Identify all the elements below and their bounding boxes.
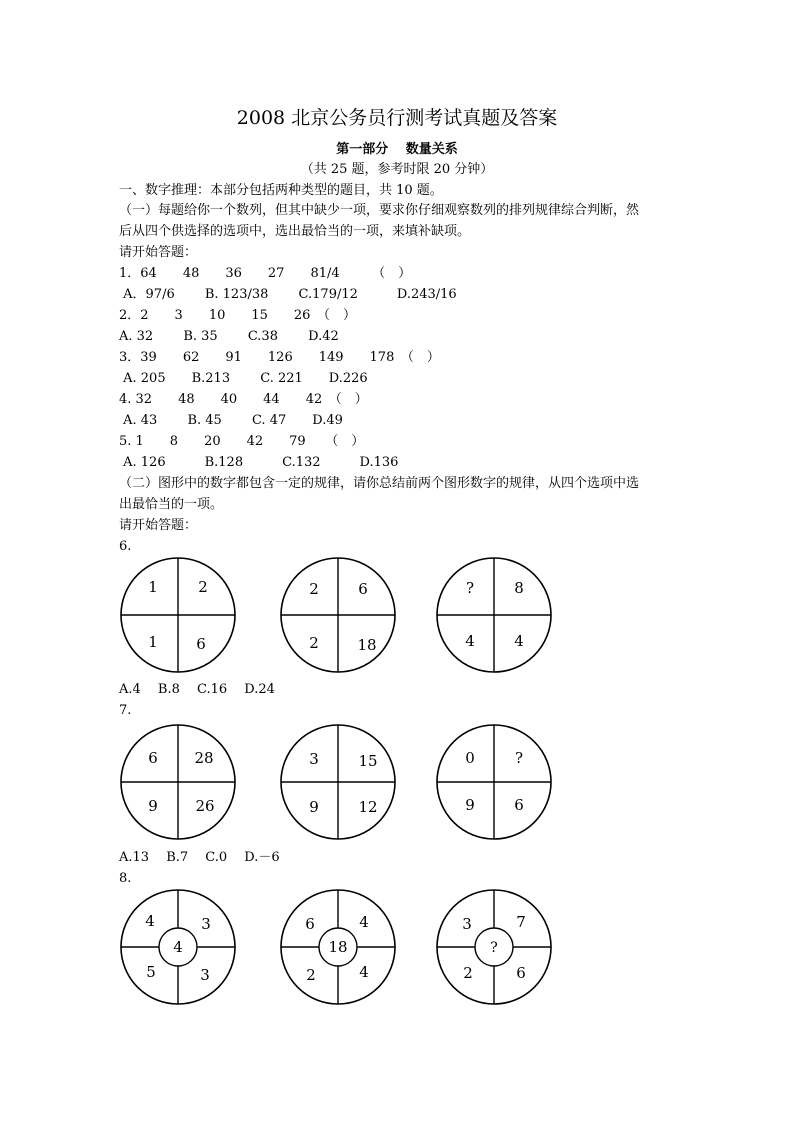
type2-instruction-line1: （二）图形中的数字都包含一定的规律，请你总结前两个图形数字的规律，从四个选项中选 <box>119 476 640 491</box>
question-7-label: 7. <box>119 703 132 718</box>
q7-c1-top-right: 28 <box>194 749 214 767</box>
question-5-options: A. 126 B.128 C.132 D.136 <box>119 455 399 470</box>
part-heading: 第一部分 数量关系 <box>336 142 458 157</box>
q6-circle-2 <box>281 558 395 672</box>
question-3-stem: 3．39 62 91 126 149 178 （ ） <box>119 350 440 365</box>
question-6-options: A.4 B.8 C.16 D.24 <box>119 682 275 697</box>
q8-circle-2 <box>281 890 395 1004</box>
q7-c3-bottom-left: 9 <box>465 796 475 814</box>
type2-instruction-line2: 出最恰当的一项。 <box>119 497 224 512</box>
q8-c1-bottom-left: 5 <box>146 963 156 981</box>
q8-c1-top-left: 4 <box>145 912 155 930</box>
q7-c1-bottom-right: 26 <box>195 797 215 815</box>
question-7-options: A.13 B.7 C.0 D.－6 <box>119 850 280 865</box>
question-8-label: 8. <box>119 871 132 886</box>
q8-c1-top-right: 3 <box>201 915 211 933</box>
question-8-figures <box>0 884 794 1010</box>
q6-c3-bottom-right: 4 <box>514 632 524 650</box>
question-1-stem: 1．64 48 36 27 81/4 （ ） <box>119 266 412 281</box>
q6-c1-bottom-left: 1 <box>148 633 158 651</box>
document-title: 2008 北京公务员行测考试真题及答案 <box>236 107 558 129</box>
q7-c2-top-left: 3 <box>309 750 319 768</box>
q8-c3-top-right: 7 <box>516 913 526 931</box>
q8-c3-bottom-left: 2 <box>463 964 473 982</box>
q6-c3-bottom-left: 4 <box>465 632 475 650</box>
q7-c2-top-right: 15 <box>358 752 378 770</box>
q7-c3-top-left: 0 <box>465 749 475 767</box>
q7-c3-top-right: ? <box>514 749 524 767</box>
q8-c3-center: ? <box>490 940 498 956</box>
q8-c2-center: 18 <box>328 938 348 956</box>
q6-c1-top-left: 1 <box>148 578 158 596</box>
type1-instruction-line1: （一）每题给你一个数列，但其中缺少一项，要求你仔细观察数列的排列规律综合判断，然 <box>119 203 640 218</box>
q8-c2-top-left: 6 <box>305 915 315 933</box>
q6-c2-top-left: 2 <box>309 580 319 598</box>
q7-circle-3 <box>437 725 551 839</box>
start-prompt-2: 请开始答题： <box>119 518 198 533</box>
q6-c2-bottom-right: 18 <box>357 636 377 654</box>
q6-c2-bottom-left: 2 <box>309 634 319 652</box>
type1-instruction-line2: 后从四个供选择的选项中，选出最恰当的一项，来填补缺项。 <box>119 224 471 239</box>
q8-c2-bottom-left: 2 <box>306 966 316 984</box>
q6-c1-bottom-right: 6 <box>196 635 206 653</box>
section-heading: 一、数字推理：本部分包括两种类型的题目，共 10 题。 <box>119 183 443 198</box>
question-3-options: A. 205 B.213 C. 221 D.226 <box>119 371 368 386</box>
q6-circle-3 <box>437 558 551 672</box>
q6-c1-top-right: 2 <box>198 578 208 596</box>
question-1-options: A．97/6 B. 123/38 C.179/12 D.243/16 <box>119 287 457 302</box>
q7-circle-1 <box>121 725 235 839</box>
q7-circle-2 <box>281 725 395 839</box>
start-prompt-1: 请开始答题： <box>119 245 198 260</box>
question-4-stem: 4. 32 48 40 44 42 （ ） <box>119 392 368 407</box>
q7-c1-bottom-left: 9 <box>148 797 158 815</box>
q7-c2-bottom-left: 9 <box>309 798 319 816</box>
q6-c2-top-right: 6 <box>358 580 368 598</box>
q7-c3-bottom-right: 6 <box>514 796 524 814</box>
q8-circle-3 <box>437 890 551 1004</box>
part-note: （共 25 题，参考时限 20 分钟） <box>300 162 494 177</box>
q8-c2-top-right: 4 <box>359 913 369 931</box>
q8-c1-bottom-right: 3 <box>200 966 210 984</box>
q8-c3-bottom-right: 6 <box>516 964 526 982</box>
question-4-options: A. 43 B. 45 C. 47 D.49 <box>119 413 343 428</box>
q6-c3-top-right: 8 <box>514 579 524 597</box>
q6-circle-1 <box>121 558 235 672</box>
q6-c3-top-left: ? <box>465 579 475 597</box>
question-5-stem: 5. 1 8 20 42 79 （ ） <box>119 434 365 449</box>
question-2-options: A. 32 B. 35 C.38 D.42 <box>119 329 339 344</box>
q7-c2-bottom-right: 12 <box>358 798 378 816</box>
question-2-stem: 2．2 3 10 15 26 （ ） <box>119 308 356 323</box>
q8-c1-center: 4 <box>173 938 183 956</box>
q8-c2-bottom-right: 4 <box>359 963 369 981</box>
question-6-label: 6. <box>119 539 132 554</box>
question-6-figures <box>0 552 794 678</box>
q8-c3-top-left: 3 <box>462 915 472 933</box>
q8-circle-1 <box>121 890 235 1004</box>
question-7-figures <box>0 718 794 846</box>
q7-c1-top-left: 6 <box>148 749 158 767</box>
